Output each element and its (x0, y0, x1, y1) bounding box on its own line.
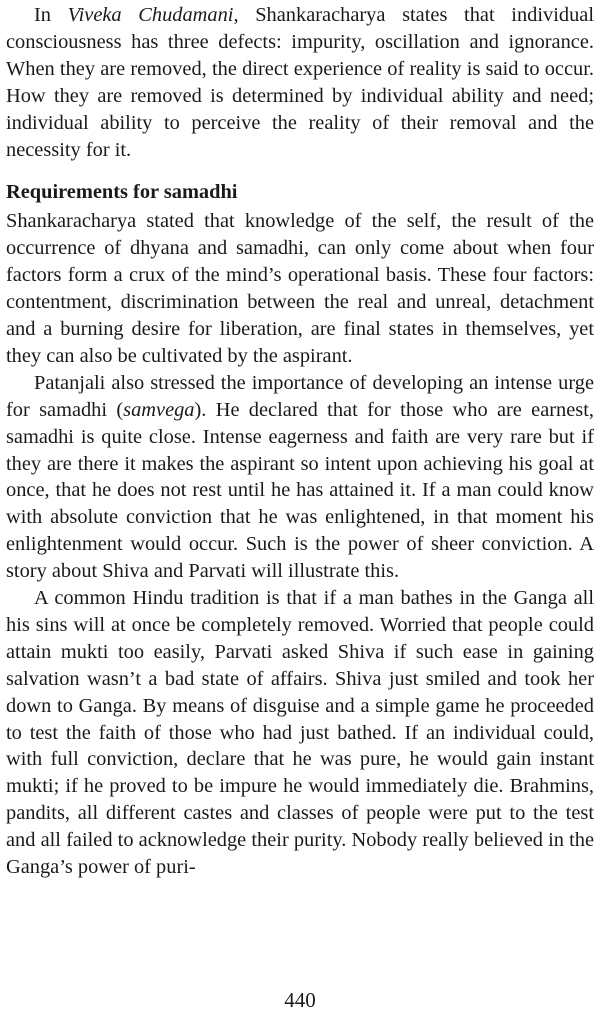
page-number: 440 (284, 988, 316, 1012)
paragraph-3-lead: Patanjali also stressed the importance of developing an intense urge for samadhi ( (6, 371, 594, 421)
paragraph-patanjali (6, 370, 594, 585)
paragraph-viveka-chudamani (6, 2, 594, 163)
book-title-viveka-chudamani: Viveka Chudamani (67, 4, 234, 26)
paragraph-3-body: ). He declared that for those who are earnest, samadhi is quite close. Intense eagerness and faith are very rare but if they are there it makes the aspirant so intent upon achieving his goal at once, that he does not rest until he has attained it. If a man could know with absolute conviction that he was enlightened, in that moment his enlightenment would occur. Such is the power of sheer conviction. A story about Shiva and Parvati will illustrate this. (6, 398, 594, 583)
paragraph-1-body: , Shankaracharya states that individual consciousness has three defects: impurity, oscillation and ignorance. When they are removed, the direct experience of reality is said to occur. How they are removed is determined by individual ability and need; individual ability to perceive the reality of their removal and the necessity for it. (6, 4, 594, 161)
paragraph-ganga-story: A common Hindu tradition is that if a man bathes in the Ganga all his sins will at once be completely removed. Worried that people could attain mukti too easily, Parvati asked Shiva if such ease in gaining salvation wasn’t a bad state of affairs. Shiva just smiled and took her down to Ganga. By means of disguise and a simple game he proceeded to test the faith of those who had just bathed. If an individual could, with full conviction, declare that he was pure, he would gain instant mukti; if he proved to be impure he would immediately die. Brahmins, pandits, all different castes and classes of people were put to the test and all failed to acknowledge their purity. Nobody really believed in the Ganga’s power of puri- (6, 587, 594, 879)
term-samvega: samvega (123, 398, 195, 421)
section-heading: Requirements for samadhi (6, 181, 238, 204)
body-text (6, 2, 594, 881)
paragraph-1-lead: In (34, 4, 68, 26)
paragraph-requirements: Shankaracharya stated that knowledge of the self, the result of the occurrence of dhyana and samadhi, can only come about when four factors form a crux of the mind’s operational basis. These four factors: contentment, discrimination between the real and unreal, detachment and a burning desire for liberation, are final states in themselves, yet they can also be cultivated by the aspirant. (6, 210, 594, 367)
